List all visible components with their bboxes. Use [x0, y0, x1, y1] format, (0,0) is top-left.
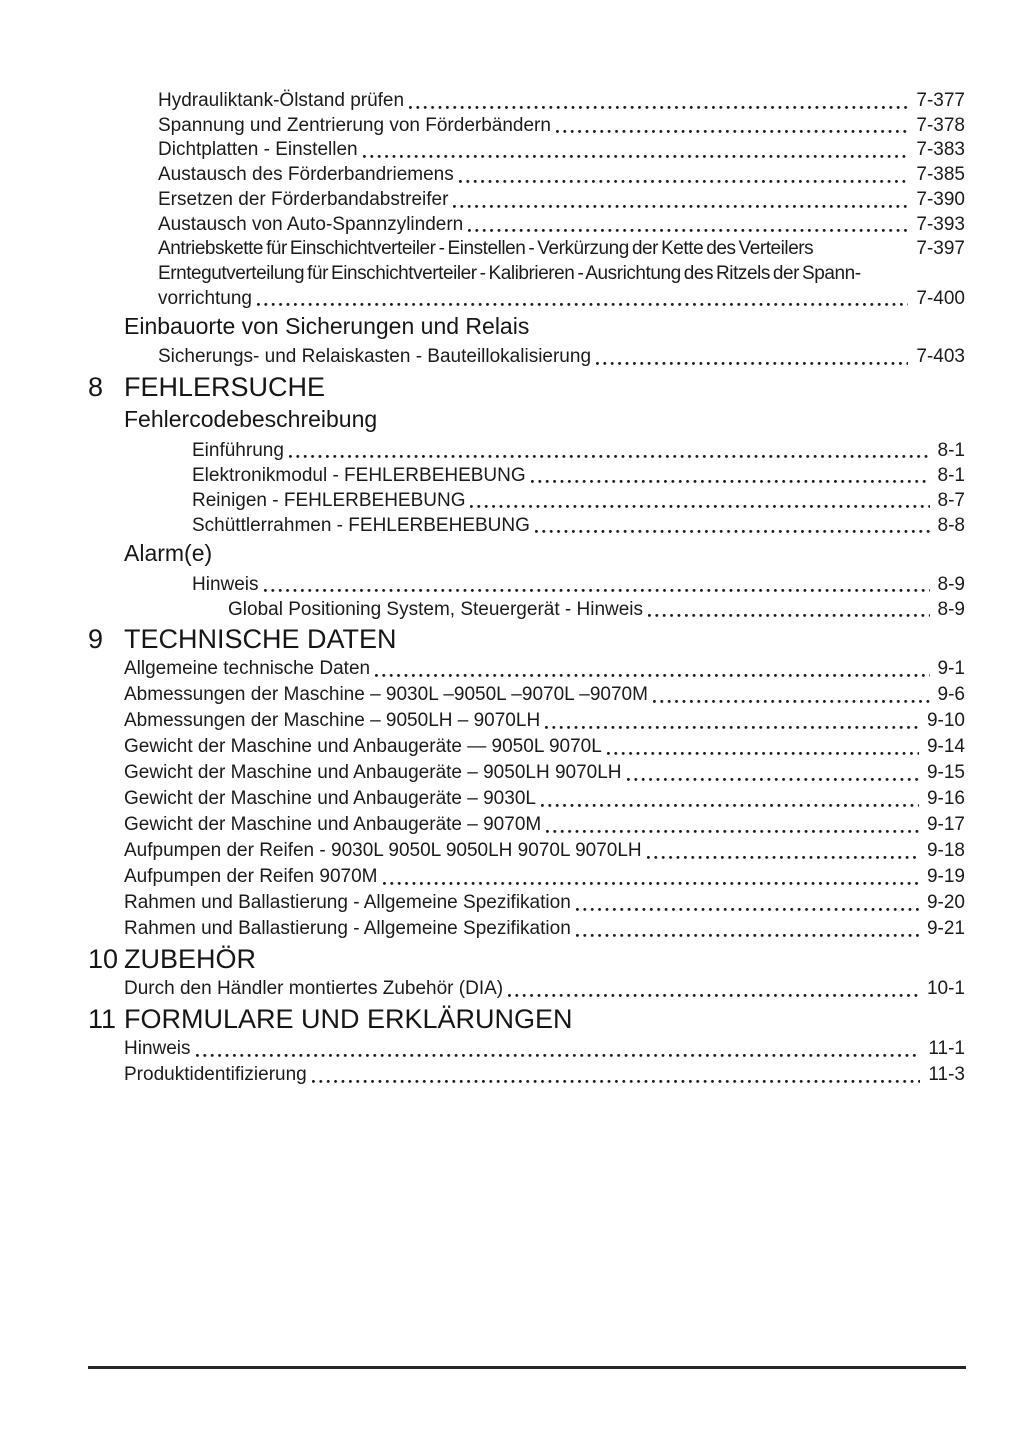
toc-entry [88, 916, 965, 942]
dot-leader [536, 786, 924, 812]
page-number: 11-3 [928, 1064, 965, 1086]
toc-entry [88, 345, 965, 370]
chapter-heading-9 [88, 622, 965, 656]
page-number: 9-17 [926, 814, 965, 836]
chapter7-entries [88, 89, 965, 311]
entry-title: Gewicht der Maschine und Anbaugeräte – 9050LH 9070LH [124, 762, 622, 784]
toc-entry [88, 812, 965, 838]
page-number: 7-378 [916, 114, 965, 136]
toc-entry-wrapped-line1: Erntegutverteilung für Einschichtverteiler - Kalibrieren - Ausrichtung des Ritzels der Spann- [158, 262, 861, 284]
dot-leader [526, 463, 935, 488]
entry-title: Abmessungen der Maschine – 9050LH – 9070LH [124, 710, 541, 732]
entry-title: Rahmen und Ballastierung - Allgemeine Spezifikation [124, 918, 571, 940]
dot-leader [571, 916, 924, 942]
entry-title: Austausch von Auto-Spannzylindern [158, 213, 464, 235]
toc-entry [88, 138, 965, 163]
toc-entry [88, 89, 965, 114]
dot-leader [540, 708, 924, 734]
page-number: 9-18 [926, 840, 965, 862]
chapter-title: ZUBEHÖR [124, 944, 257, 975]
dot-leader [571, 890, 924, 916]
dot-leader [591, 345, 913, 370]
dot-leader [252, 287, 913, 312]
dot-leader [370, 656, 934, 682]
toc-entry [88, 708, 965, 734]
dot-leader [465, 488, 934, 513]
entry-title: Spannung und Zentrierung von Förderbändern [158, 114, 551, 136]
entry-title: Allgemeine technische Daten [124, 658, 371, 680]
page-number: 8-9 [937, 599, 965, 621]
page-number: 7-400 [916, 287, 965, 309]
toc-entry [88, 488, 965, 513]
dot-leader [503, 976, 924, 1002]
toc-entry [88, 237, 965, 262]
dot-leader [307, 1062, 926, 1088]
page-number: 9-20 [926, 892, 965, 914]
entry-title: Hydrauliktank-Ölstand prüfen [158, 90, 405, 111]
entry-title: vorrichtung [158, 287, 252, 309]
chapter-title: FEHLERSUCHE [124, 372, 326, 403]
dot-leader [622, 760, 924, 786]
entry-title: Antriebskette für Einschichtverteiler - Einstellen - Verkürzung der Kette des Verteilers [158, 238, 814, 260]
toc-entry [88, 838, 965, 864]
entry-title: Aufpumpen der Reifen 9070M [124, 866, 378, 888]
page-number: 7-403 [916, 346, 965, 368]
dot-leader [648, 682, 935, 708]
toc-entry [88, 976, 965, 1002]
entry-title: Durch den Händler montiertes Zubehör (DIA) [124, 978, 504, 1000]
toc-entry [88, 864, 965, 890]
toc-entry [88, 682, 965, 708]
chapter11-entries [88, 1036, 965, 1088]
fehlercode-entries [88, 438, 965, 538]
dot-leader [463, 213, 913, 238]
entry-title: Global Positioning System, Steuergerät - Hinweis [228, 599, 644, 621]
toc-entry [88, 760, 965, 786]
dot-leader [530, 513, 935, 538]
entry-title: Elektronikmodul - FEHLERBEHEBUNG [192, 465, 526, 487]
toc-entry [88, 597, 965, 622]
toc-entry [88, 513, 965, 538]
toc-entry [88, 438, 965, 463]
page-number: 9-14 [926, 736, 965, 758]
section-heading-einbauorte: Einbauorte von Sicherungen und Relais [124, 313, 530, 340]
dot-leader [284, 438, 935, 463]
chapter-number: 10 [88, 944, 119, 975]
toc-entry [88, 1036, 965, 1062]
entry-title: Einführung [192, 440, 284, 462]
page-number: 9-6 [937, 684, 965, 706]
toc-entry [88, 734, 965, 760]
toc-entry-wrapped-line2 [88, 287, 965, 312]
page-number: 8-1 [937, 465, 965, 487]
page-number: 7-390 [916, 188, 965, 210]
entry-title: Aufpumpen der Reifen - 9030L 9050L 9050LH 9070L 9070LH [124, 840, 642, 862]
dot-leader [643, 597, 935, 622]
entry-title: Gewicht der Maschine und Anbaugeräte – 9030L [124, 788, 536, 810]
page-number: 9-21 [926, 918, 965, 940]
toc-entry [88, 188, 965, 213]
entry-title: Hinweis [124, 1038, 191, 1060]
chapter-number: 8 [88, 372, 104, 403]
dot-leader [378, 864, 924, 890]
toc-entry [88, 786, 965, 812]
entry-title: Gewicht der Maschine und Anbaugeräte – 9070M [124, 814, 542, 836]
page-number: 7-383 [916, 139, 965, 161]
section-heading-alarme: Alarm(e) [124, 540, 213, 567]
dot-leader [404, 89, 913, 114]
entry-title: Reinigen - FEHLERBEHEBUNG [192, 490, 466, 512]
alarm-entries [88, 572, 965, 622]
page-number: 7-385 [916, 164, 965, 186]
page-number: 8-7 [937, 490, 965, 512]
entry-title: Abmessungen der Maschine – 9030L –9050L –9070L –9070M [124, 684, 648, 706]
dot-leader [602, 734, 924, 760]
page-number: 11-1 [928, 1038, 965, 1060]
entry-title: Austausch des Förderbandriemens [158, 164, 454, 186]
toc-entry [88, 572, 965, 597]
dot-leader [358, 138, 914, 163]
toc-entry [88, 163, 965, 188]
page-number: 9-10 [926, 710, 965, 732]
toc-entry [88, 656, 965, 682]
dot-leader [191, 1036, 926, 1062]
dot-leader [541, 812, 924, 838]
dot-leader [813, 237, 913, 262]
entry-title: Schüttlerrahmen - FEHLERBEHEBUNG [192, 515, 530, 537]
toc-entry [88, 213, 965, 238]
entry-title: Ersetzen der Förderbandabstreifer [158, 188, 449, 210]
chapter-number: 11 [88, 1004, 117, 1035]
page-number: 7-393 [916, 213, 965, 235]
entry-title: Sicherungs- und Relaiskasten - Bauteillokalisierung [158, 346, 592, 368]
entry-title: Dichtplatten - Einstellen [158, 139, 358, 161]
chapter-heading-11 [88, 1002, 965, 1036]
dot-leader [551, 114, 913, 139]
chapter-title: TECHNISCHE DATEN [124, 624, 397, 655]
chapter-heading-8 [88, 370, 965, 404]
page-number: 8-9 [937, 574, 965, 596]
dot-leader [259, 572, 935, 597]
chapter-heading-10 [88, 942, 965, 976]
chapter-number: 9 [88, 624, 104, 655]
toc-entry [88, 114, 965, 139]
entry-title: Rahmen und Ballastierung - Allgemeine Spezifikation [124, 892, 571, 914]
page-number: 7-377 [916, 90, 965, 111]
entry-title: Hinweis [192, 574, 259, 596]
chapter9-entries [88, 656, 965, 942]
dot-leader [454, 163, 914, 188]
entry-title: Produktidentifizierung [124, 1064, 307, 1086]
page-number: 10-1 [926, 978, 965, 1000]
toc-entry [88, 1062, 965, 1088]
toc-page [88, 0, 965, 1088]
page-number: 8-1 [937, 440, 965, 462]
page-number: 9-15 [926, 762, 965, 784]
toc-entry [88, 463, 965, 488]
entry-title: Gewicht der Maschine und Anbaugeräte — 9050L 9070L [124, 736, 602, 758]
footer-divider [88, 1366, 966, 1369]
page-number: 9-19 [926, 866, 965, 888]
page-number: 8-8 [937, 515, 965, 537]
toc-entry [88, 890, 965, 916]
dot-leader [448, 188, 913, 213]
section-heading-fehlercode: Fehlercodebeschreibung [124, 406, 378, 433]
chapter10-entries [88, 976, 965, 1002]
page-number: 7-397 [916, 238, 965, 260]
chapter-title: FORMULARE UND ERKLÄRUNGEN [124, 1004, 573, 1035]
page-number: 9-16 [926, 788, 965, 810]
dot-leader [642, 838, 924, 864]
page-number: 9-1 [937, 658, 965, 680]
